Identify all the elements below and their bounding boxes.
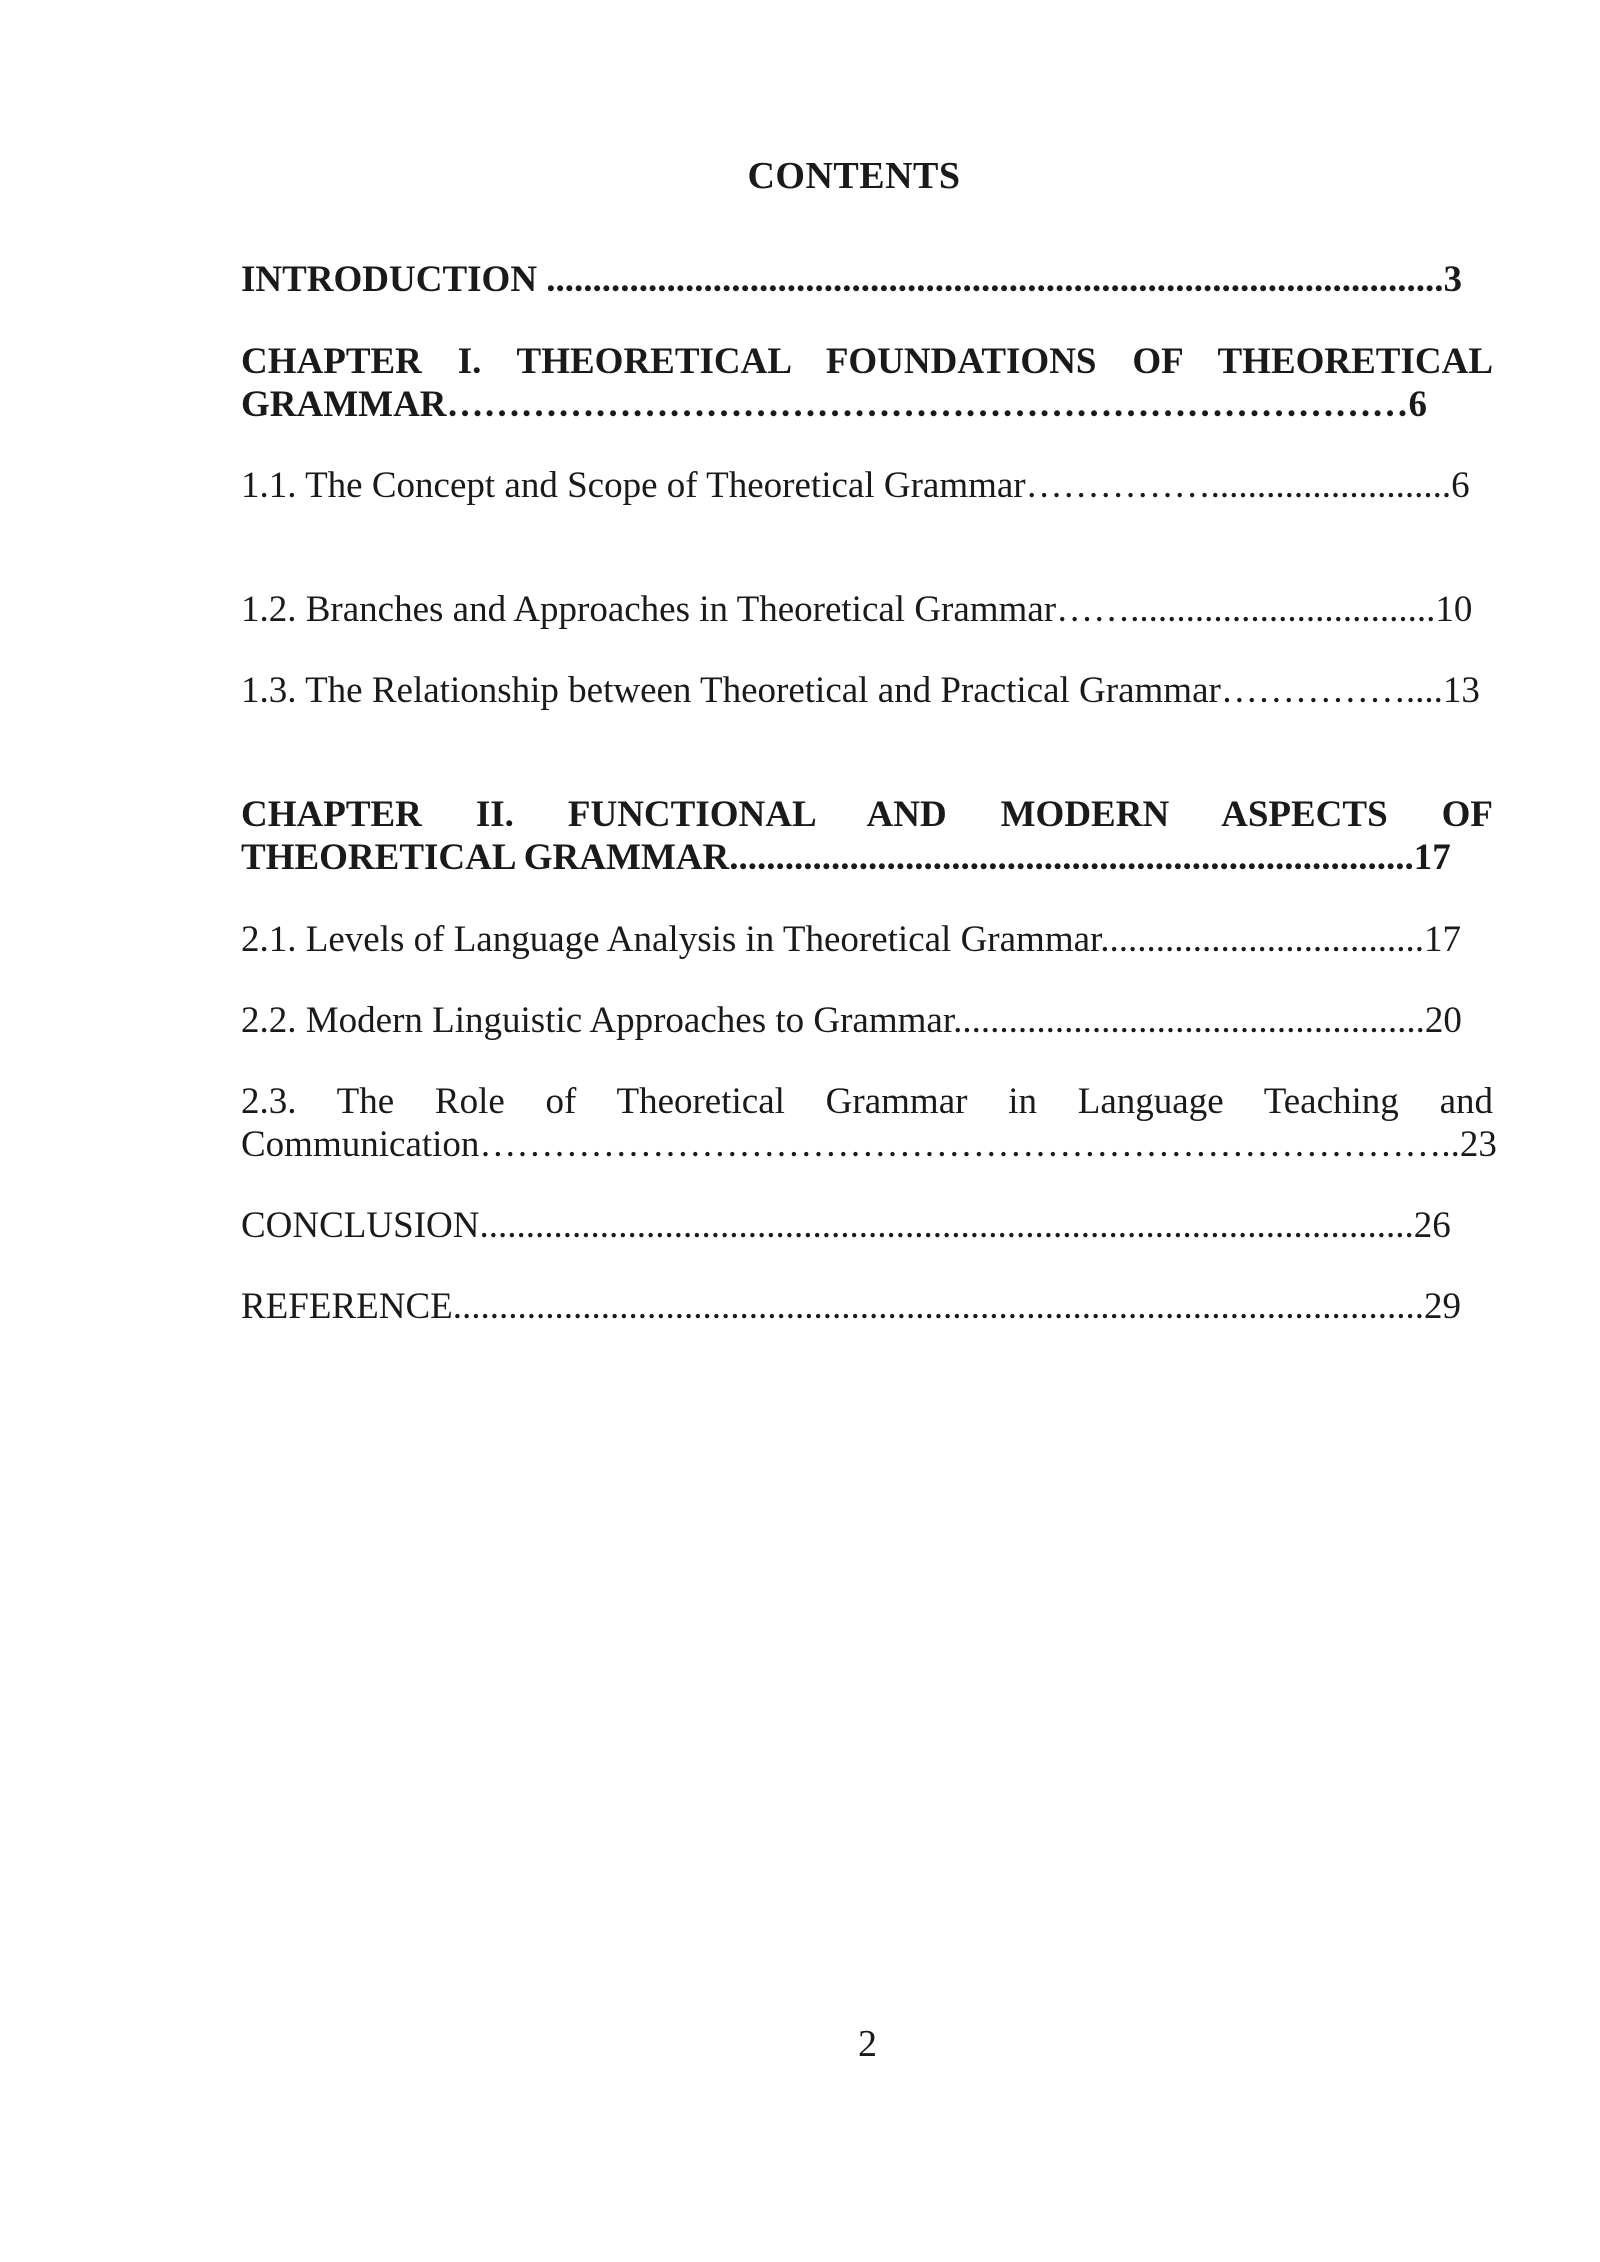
toc-entry-chapter-2: CHAPTER II. FUNCTIONAL AND MODERN ASPECTS OF THEORETICAL GRAMMAR..........................................................................17 xyxy=(241,794,1493,878)
contents-title: CONTENTS xyxy=(747,155,961,197)
toc-entry-2-1: 2.1. Levels of Language Analysis in Theoretical Grammar...................................17 xyxy=(241,919,1462,960)
toc-entry-reference: REFERENCE.........................................................................................................29 xyxy=(241,1286,1461,1327)
toc-entry-conclusion: CONCLUSION.....................................................................................................26 xyxy=(241,1205,1451,1246)
toc-entry-2-3: 2.3. The Role of Theoretical Grammar in Language Teaching and Communication……………………………………………………………………..23 xyxy=(241,1081,1497,1165)
page-number: 2 xyxy=(858,2023,877,2065)
toc-entry-introduction: INTRODUCTION .................................................................................................3 xyxy=(241,259,1463,300)
toc-entry-1-2: 1.2. Branches and Approaches in Theoretical Grammar…….................................10 xyxy=(241,589,1473,630)
toc-entry-2-2: 2.2. Modern Linguistic Approaches to Grammar...................................................20 xyxy=(241,1000,1462,1041)
toc-entry-1-1: 1.1. The Concept and Scope of Theoretical Grammar……………..........................6 xyxy=(241,465,1470,506)
toc-entry-1-3: 1.3. The Relationship between Theoretical and Practical Grammar……………....13 xyxy=(241,670,1480,711)
toc-entry-chapter-1: CHAPTER I. THEORETICAL FOUNDATIONS OF THEORETICAL GRAMMAR……………………………………………………………………6 xyxy=(241,341,1493,425)
